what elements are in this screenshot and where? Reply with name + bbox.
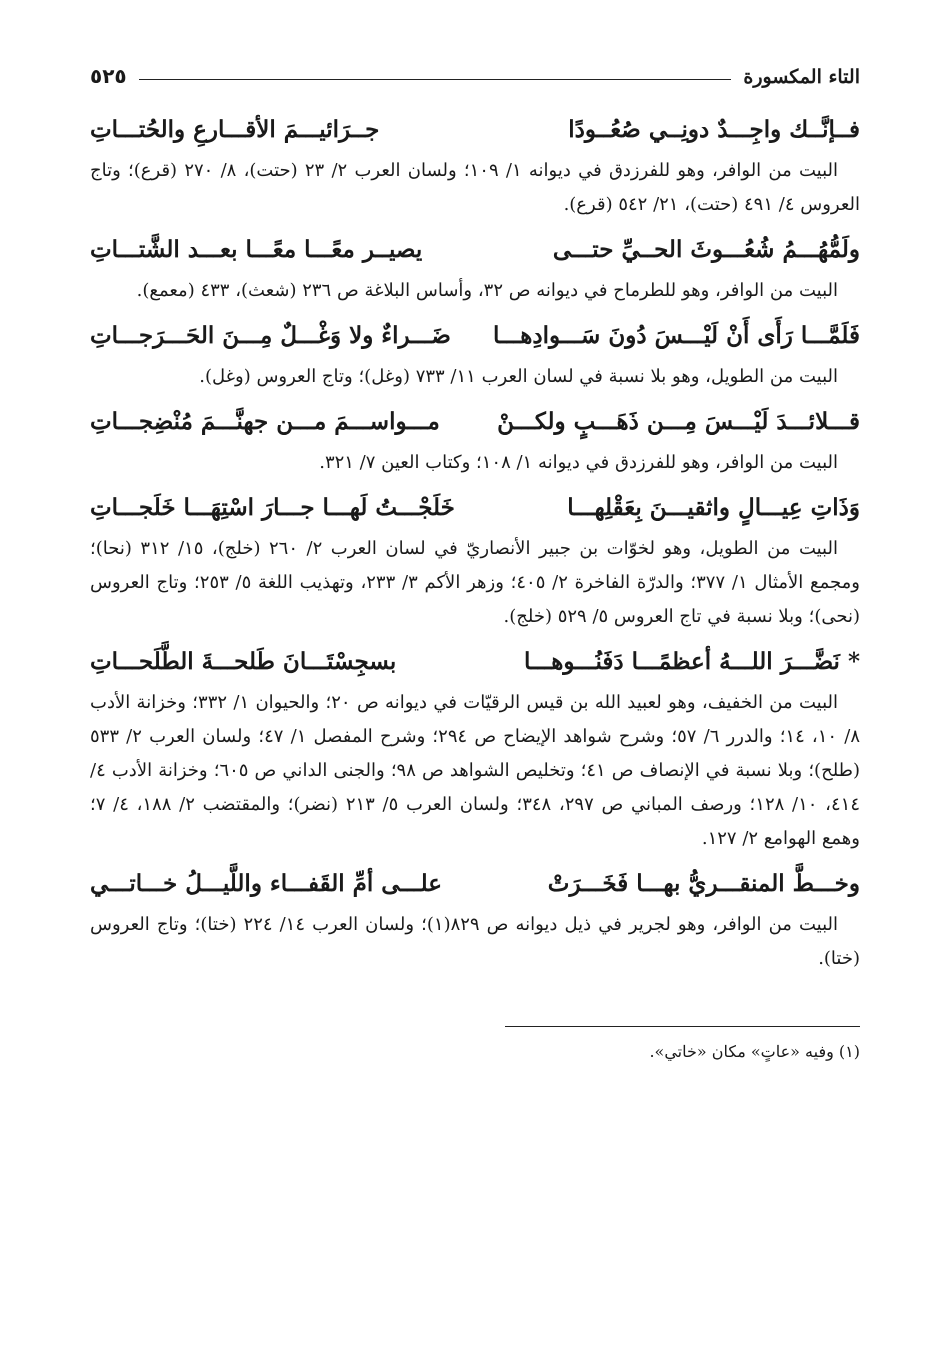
verse-second-hemistich: علـــى أمِّ القَفـــاء واللَّيـــلُ خـــاتـــي <box>90 870 443 897</box>
header-rule <box>139 79 732 80</box>
footnote-rule-wrap <box>90 1026 860 1027</box>
verse-source-note: البيت من الطويل، وهو بلا نسبة في لسان العرب ١١/ ٧٣٣ (وغل)؛ وتاج العروس (وغل). <box>199 366 838 387</box>
verse-line <box>90 862 860 906</box>
verse-second-hemistich: ضَـــراءٌ ولا وَغْـــلٌ مِـــنَ الحَـــرَجـــاتِ <box>90 322 451 349</box>
footnotes <box>90 1026 860 1067</box>
verse-entry <box>90 640 860 856</box>
verse-entries <box>90 108 860 976</box>
verse-first-hemistich: وخـــطَّ المنقـــريُّ بهـــا فَخَـــرَتْ <box>547 870 860 897</box>
verse-line <box>90 314 860 358</box>
entry-marker-star: * <box>847 648 860 675</box>
page-number: ٥٢٥ <box>90 64 127 88</box>
footnote: (١) وفيه «عاتٍ» مكان «خاتي». <box>649 1042 860 1061</box>
verse-second-hemistich: يصيــر معًـــا معًـــا بعـــد الشَّتـــاتِ <box>90 236 423 263</box>
verse-first-hemistich <box>524 640 860 684</box>
verse-entry <box>90 486 860 634</box>
verse-first-hemistich: قـــلائـــدَ لَيْـــسَ مِـــن ذَهَـــبٍ ولكـــنْ <box>497 408 860 435</box>
verse-first-hemistich-text: نَضَّـــرَ اللـــهُ أعظمًـــا دَفَنُـــوهـــا <box>524 648 840 675</box>
verse-second-hemistich: جــرَائيـــمَ الأقـــارعِ والحُتـــاتِ <box>90 116 380 143</box>
verse-entry <box>90 228 860 308</box>
running-title: التاء المكسورة <box>743 66 860 88</box>
verse-line <box>90 400 860 444</box>
verse-first-hemistich: ولَمُّهُـــمُ شُعُـــوثَ الحــيِّ حتـــى <box>552 236 860 263</box>
verse-source-note: البيت من الوافر، وهو للفرزدق في ديوانه ١/ ١٠٩؛ ولسان العرب ٢/ ٢٣ (حتت)، ٨/ ٢٧٠ (قرع)؛ وتاج العروس ٤/ ٤٩١ (حتت)، ٢١/ ٥٤٢ (قرع). <box>90 160 860 215</box>
verse-entry <box>90 108 860 222</box>
verse-entry <box>90 400 860 480</box>
verse-source-note: البيت من الطويل، وهو لخوّات بن جبير الأنصاريّ في لسان العرب ٢/ ٢٦٠ (خلج)، ١٥/ ٣١٢ (نحا)؛ ومجمع الأمثال ١/ ٣٧٧؛ والدرّة الفاخرة ٢/ ٤٠٥؛ وزهر الأكم ٣/ ٢٣٣، وتهذيب اللغة ٥/ ٢٥٣؛ وتاج العروس (نحى)؛ وبلا نسبة في تاج العروس ٥/ ٥٢٩ (خلج). <box>90 538 860 627</box>
verse-entry <box>90 314 860 394</box>
verse-first-hemistich: فــإنَّــك واجِـــدٌ دونِــي صُعُــودًا <box>568 116 860 143</box>
verse-source-note: البيت من الخفيف، وهو لعبيد الله بن قيس الرقيّات في ديوانه ص ٢٠؛ والحيوان ١/ ٣٣٢؛ وخزانة الأدب ٨/ ١٠، ١٤؛ والدرر ٦/ ٥٧؛ وشرح شواهد الإيضاح ص ٢٩٤؛ وشرح المفصل ١/ ٤٧؛ ولسان العرب ٢/ ٥٣٣ (طلح)؛ وبلا نسبة في الإنصاف ص ٤١؛ وتخليص الشواهد ص ٩٨؛ والجنى الداني ص ٦٠٥؛ وخزانة الأدب ٤/ ٤١٤، ١٠/ ١٢٨؛ ورصف المباني ص ٢٩٧، ٣٤٨؛ ولسان العرب ٥/ ٢١٣ (نضر)؛ والمقتضب ٢/ ١٨٨، ٤/ ٧؛ وهمع الهوامع ٢/ ١٢٧. <box>90 692 860 849</box>
verse-second-hemistich: خَلَجْـــتُ لَهـــا جـــارَ اسْتِهَـــا خَلَجـــاتِ <box>90 494 455 521</box>
verse-line <box>90 640 860 684</box>
verse-first-hemistich: وَذَاتِ عِيـــالٍ واثقيـــنَ بِعَقْلِهـــا <box>567 494 860 521</box>
verse-source-note: البيت من الوافر، وهو للفرزدق في ديوانه ١/ ١٠٨؛ وكتاب العين ٧/ ٣٢١. <box>319 452 838 473</box>
verse-source-note: البيت من الوافر، وهو لجرير في ذيل ديوانه ص ٨٢٩(١)؛ ولسان العرب ١٤/ ٢٢٤ (ختا)؛ وتاج العروس (ختا). <box>90 914 860 969</box>
page-header <box>90 52 860 88</box>
verse-source-note: البيت من الوافر، وهو للطرماح في ديوانه ص ٣٢، وأساس البلاغة ص ٢٣٦ (شعث)، ٤٣٣ (معمع). <box>136 280 838 301</box>
verse-line <box>90 108 860 152</box>
verse-line <box>90 228 860 272</box>
verse-entry <box>90 862 860 976</box>
verse-second-hemistich: مـــواســـمَ مـــن جهنَّـــمَ مُنْضِجـــاتِ <box>90 408 440 435</box>
verse-second-hemistich: بسجِسْتَـــانَ طَلحـــةَ الطَّلَحـــاتِ <box>90 648 397 675</box>
verse-line <box>90 486 860 530</box>
footnote-rule <box>505 1026 860 1027</box>
verse-first-hemistich: فَلَمَّـــا رَأَى أَنْ لَيْـــسَ دُونَ سَـــوادِهـــا <box>492 322 860 349</box>
